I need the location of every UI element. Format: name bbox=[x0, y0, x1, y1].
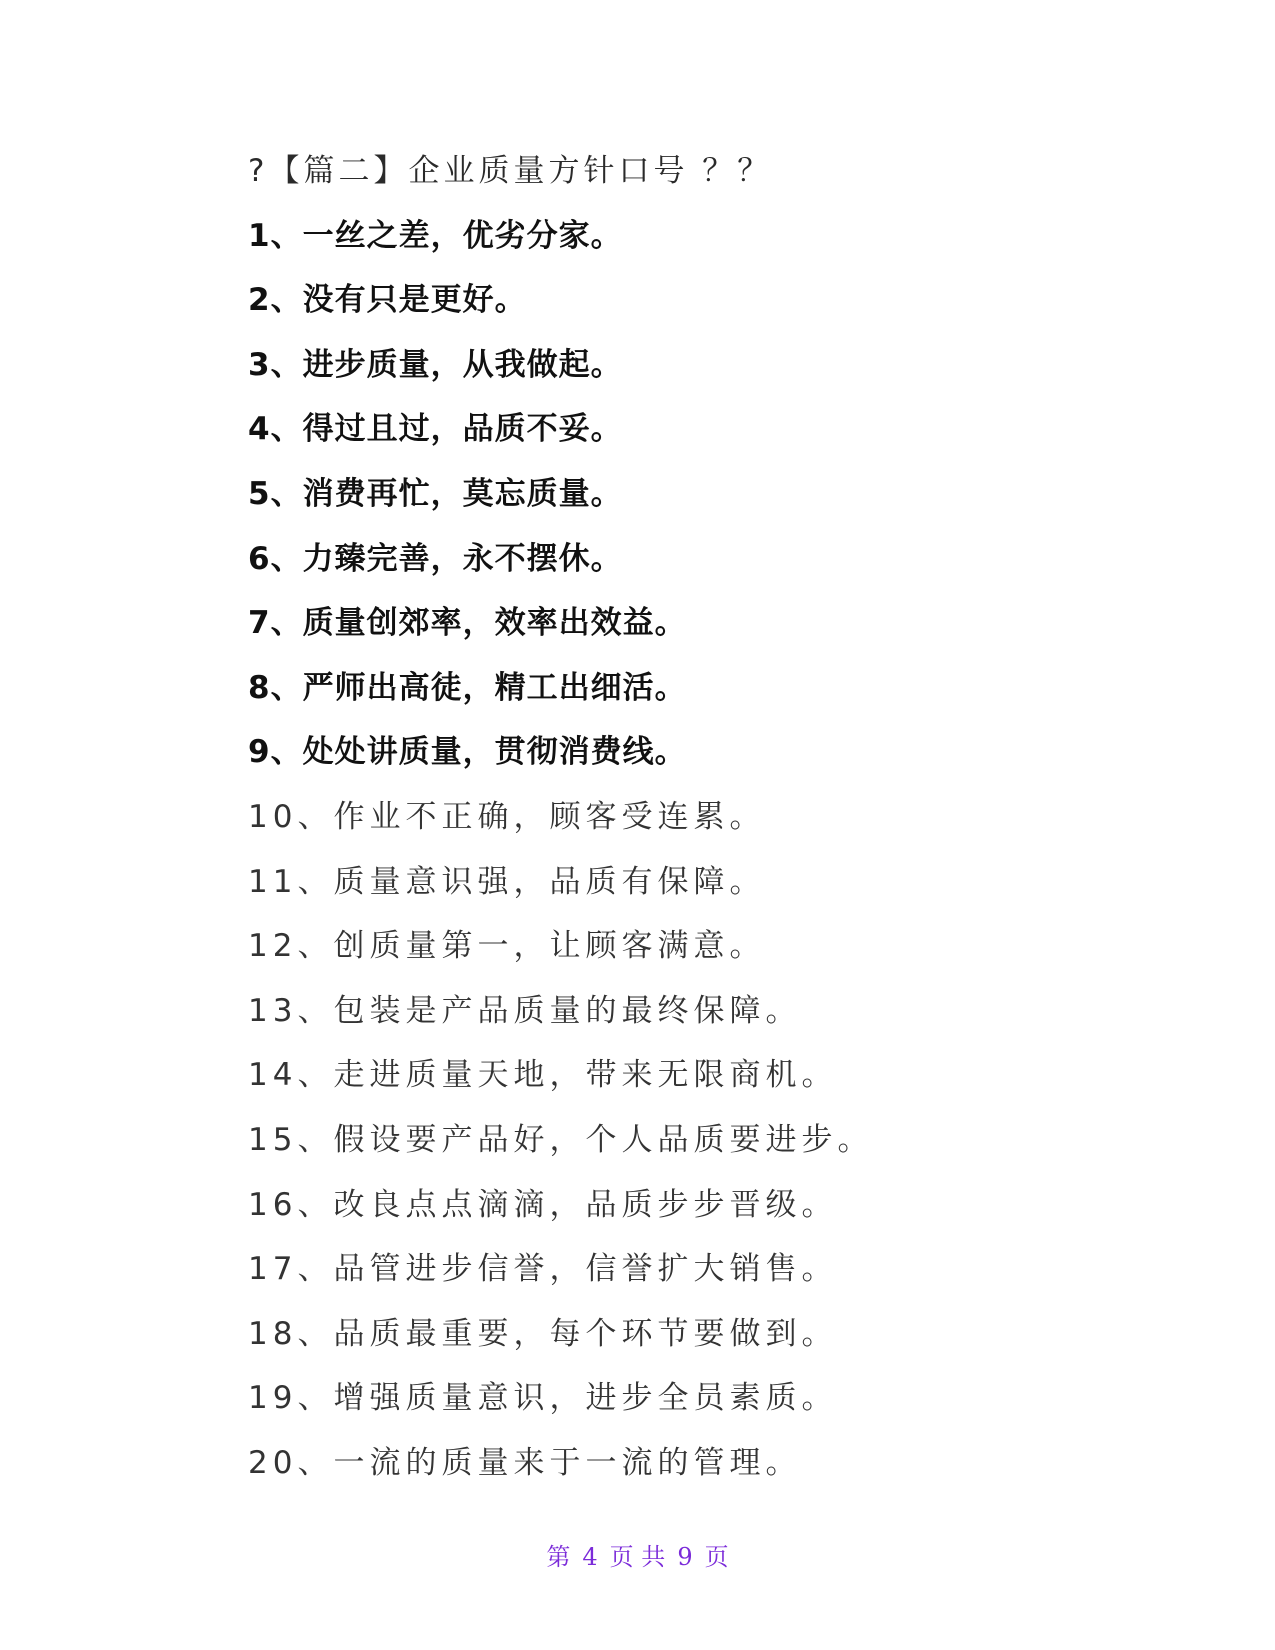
page-footer bbox=[0, 1537, 1275, 1572]
slogan-item: 16、改良点点滴滴，品质步步晋级。 bbox=[248, 1186, 838, 1223]
slogan-item: 10、作业不正确，顾客受连累。 bbox=[248, 798, 766, 835]
slogan-item: 8、严师出高徒，精工出细活。 bbox=[248, 669, 687, 706]
slogan-item: 5、消费再忙，莫忘质量。 bbox=[248, 475, 623, 512]
page-label-prefix: 第 bbox=[546, 1543, 571, 1571]
slogan-item: 14、走进质量天地，带来无限商机。 bbox=[248, 1057, 838, 1094]
page-label-suffix: 页 bbox=[704, 1543, 729, 1571]
slogan-item: 4、得过且过，品质不妥。 bbox=[248, 411, 623, 448]
slogan-item: 17、品管进步信誉，信誉扩大销售。 bbox=[248, 1251, 838, 1288]
page-label-middle: 页 共 bbox=[609, 1543, 666, 1571]
slogan-item: 18、品质最重要，每个环节要做到。 bbox=[248, 1315, 838, 1352]
section-title: ?【篇二】企业质量方针口号 ？？ bbox=[248, 153, 773, 189]
slogan-item: 9、处处讲质量，贯彻消费线。 bbox=[248, 734, 687, 771]
page-number-total: 9 bbox=[677, 1543, 693, 1571]
slogan-item: 6、力臻完善，永不摆休。 bbox=[248, 540, 623, 577]
slogan-item: 2、没有只是更好。 bbox=[248, 282, 527, 319]
slogan-item: 11、质量意识强，品质有保障。 bbox=[248, 863, 766, 900]
slogan-item: 13、包装是产品质量的最终保障。 bbox=[248, 992, 802, 1029]
slogan-item: 12、创质量第一，让顾客满意。 bbox=[248, 928, 766, 965]
slogan-item: 20、一流的质量来于一流的管理。 bbox=[248, 1444, 802, 1481]
document-body bbox=[248, 148, 1148, 1504]
slogan-item: 1、一丝之差，优劣分家。 bbox=[248, 217, 623, 254]
slogan-item: 3、进步质量，从我做起。 bbox=[248, 346, 623, 383]
slogan-item: 15、假设要产品好，个人品质要进步。 bbox=[248, 1121, 874, 1158]
slogan-item: 19、增强质量意识，进步全员素质。 bbox=[248, 1380, 838, 1417]
slogan-item: 7、质量创郊率，效率出效益。 bbox=[248, 605, 687, 642]
page-number-current: 4 bbox=[582, 1543, 598, 1571]
